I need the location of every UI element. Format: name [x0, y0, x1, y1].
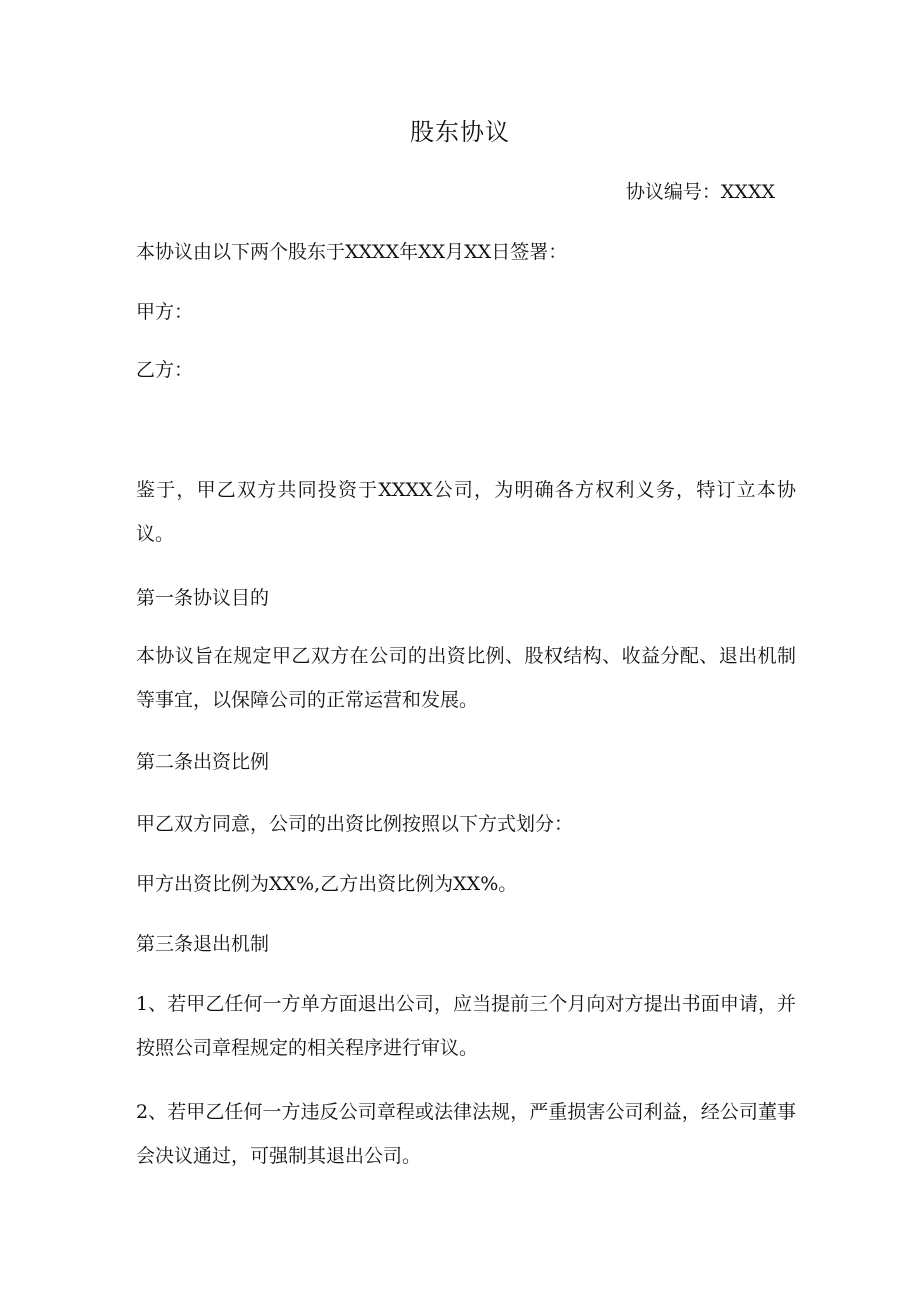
intro-line: 本协议由以下两个股东于XXXX年XX月XX日签署： — [136, 241, 568, 263]
article-3-item-2: 2、若甲乙任何一方违反公司章程或法律法规，严重损害公司利益，经公司董事会决议通过，可强制其退出公司。 — [136, 1101, 796, 1167]
article-1-heading: 第一条协议目的 — [136, 587, 270, 609]
article-2-text-1: 甲乙双方同意，公司的出资比例按照以下方式划分： — [136, 813, 574, 835]
agreement-number: 协议编号：XXXX — [625, 181, 775, 203]
article-2-text-2: 甲方出资比例为XX%,乙方出资比例为XX%。 — [136, 873, 518, 895]
document-title: 股东协议 — [410, 118, 510, 146]
party-a-label: 甲方： — [136, 301, 194, 323]
article-3-heading: 第三条退出机制 — [136, 933, 270, 955]
preamble-paragraph: 鉴于，甲乙双方共同投资于XXXX公司，为明确各方权利义务，特订立本协议。 — [136, 479, 796, 545]
article-3-item-1: 1、若甲乙任何一方单方面退出公司，应当提前三个月向对方提出书面申请，并按照公司章程规定的相关程序进行审议。 — [136, 993, 796, 1059]
article-2-heading: 第二条出资比例 — [136, 751, 270, 773]
article-1-text: 本协议旨在规定甲乙双方在公司的出资比例、股权结构、收益分配、退出机制等事宜，以保障公司的正常运营和发展。 — [136, 645, 796, 711]
party-b-label: 乙方： — [136, 359, 194, 381]
